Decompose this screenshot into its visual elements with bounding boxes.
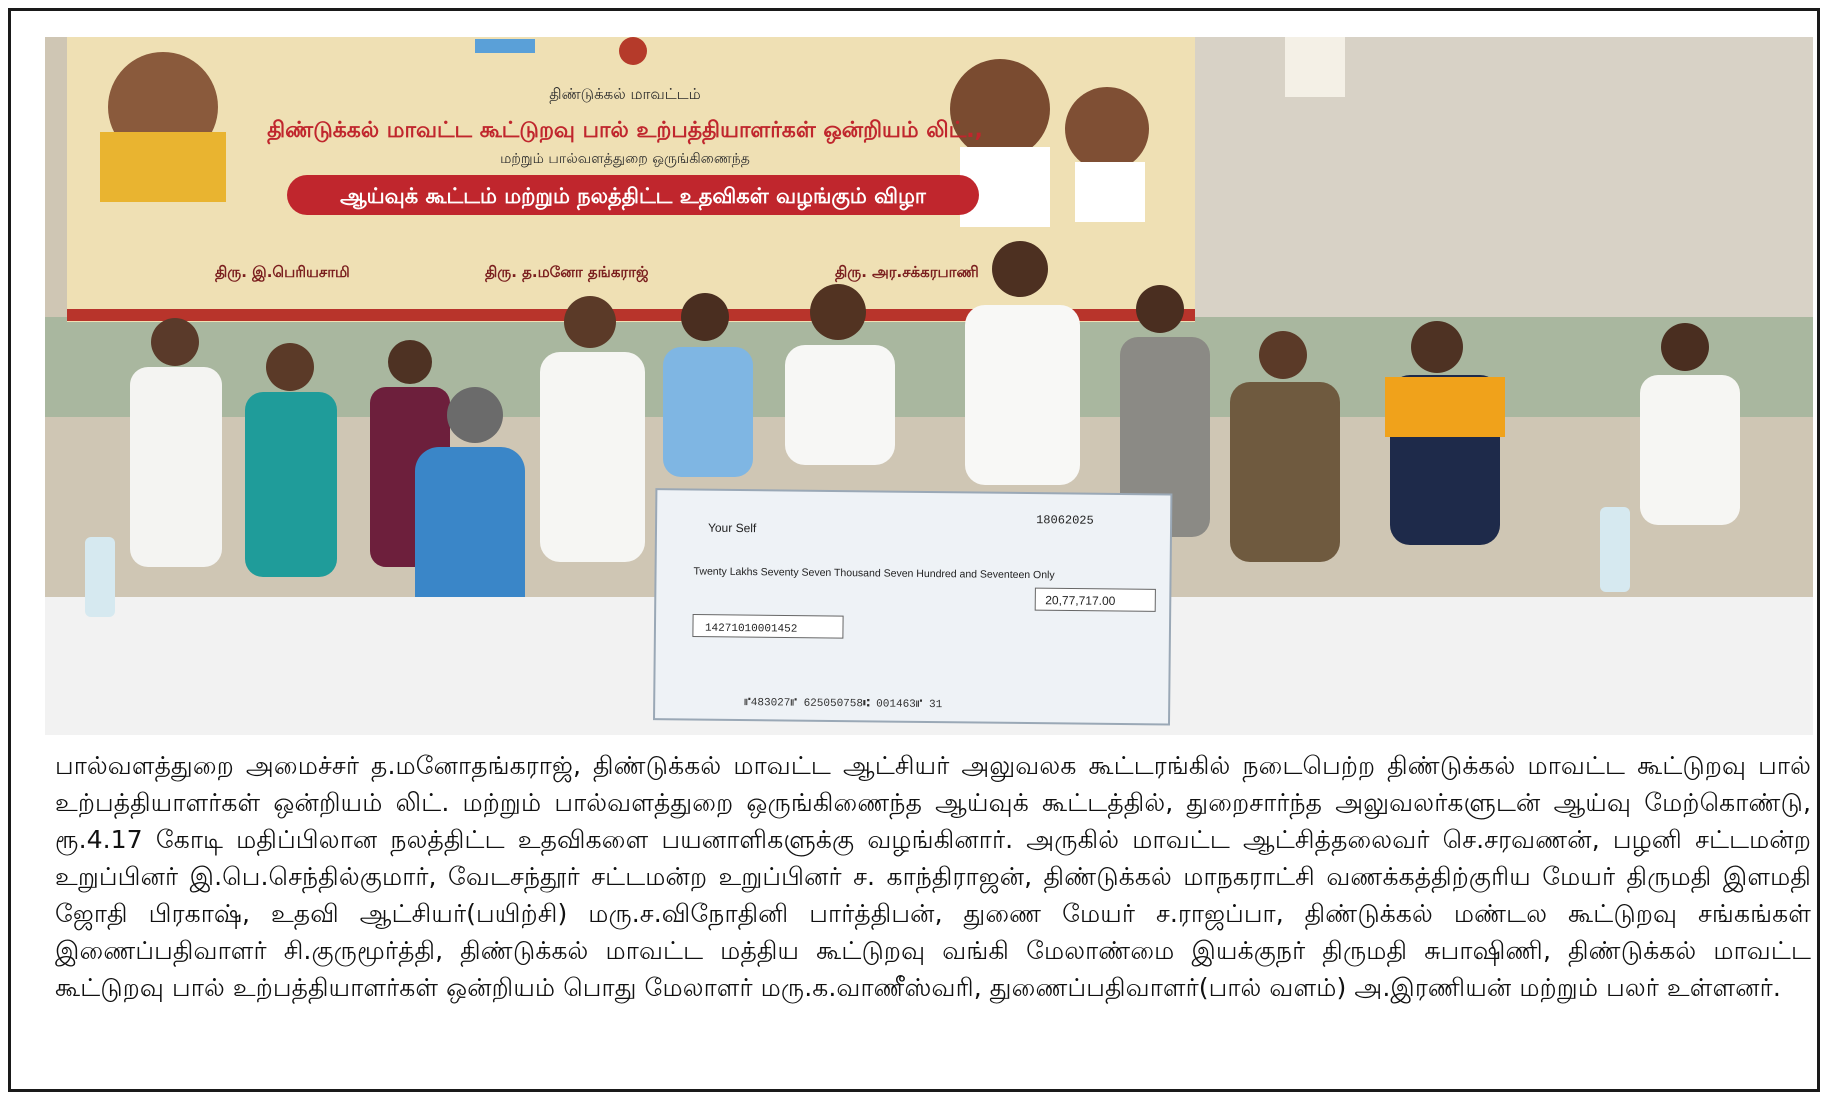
banner-district: திண்டுக்கல் மாவட்டம் — [549, 85, 701, 103]
cheque-micr: ⑈483027⑈ 625050758⑆ 001463⑈ 31 — [744, 697, 943, 712]
news-clipping-frame — [8, 8, 1820, 1092]
banner-sub-line: மற்றும் பால்வளத்துறை ஒருங்கிணைந்த — [500, 151, 750, 167]
cheque-amount-figures: 20,77,717.00 — [1045, 593, 1116, 608]
cheque-account-number: 14271010001452 — [704, 622, 798, 636]
banner-event-title: ஆய்வுக் கூட்டம் மற்றும் நலத்திட்ட உதவிகள் வழங்கும் விழா — [340, 184, 926, 208]
banner-union-line: திண்டுக்கல் மாவட்ட கூட்டுறவு பால் உற்பத்தியாளர்கள் ஒன்றியம் லிட்., — [267, 118, 983, 143]
banner-minister-center: திரு. த.மனோ தங்கராஜ் — [485, 263, 649, 281]
logo-govt-emblem — [619, 37, 647, 65]
cheque-pay-to: Your Self — [707, 520, 757, 536]
event-photo — [45, 37, 1813, 735]
photo-caption: பால்வளத்துறை அமைச்சர் த.மனோதங்கராஜ், திண்டுக்கல் மாவட்ட ஆட்சியர் அலுவலக கூட்டரங்கில் நடைபெற்ற திண்டுக்கல் மாவட்ட கூட்டுறவு பால் உற்பத்தியாளர்கள் ஒன்றியம் லிட். மற்றும் பால்வளத்துறை ஒருங்கிணைந்த ஆய்வுக் கூட்டத்தில், துறைசார்ந்த அலுவலர்களுடன் ஆய்வு மேற்கொண்டு, ரூ.4.17 கோடி மதிப்பிலான நலத்திட்ட உதவிகளை பயனாளிகளுக்கு வழங்கினார். அருகில் மாவட்ட ஆட்சித்தலைவர் செ.சரவணன், பழனி சட்டமன்ற உறுப்பினர் இ.பெ.செந்தில்குமார், வேடசந்தூர் சட்டமன்ற உறுப்பினர் ச. காந்திராஜன், திண்டுக்கல் மாநகராட்சி வணக்கத்திற்குரிய மேயர் திருமதி இளமதி ஜோதி பிரகாஷ், உதவி ஆட்சியர்(பயிற்சி) மரு.ச.விநோதினி பார்த்திபன், துணை மேயர் ச.ராஜப்பா, திண்டுக்கல் மண்டல கூட்டுறவு சங்கங்கள் இணைப்பதிவாளர் சி.குருமூர்த்தி, திண்டுக்கல் மாவட்ட மத்திய கூட்டுறவு வங்கி மேலாண்மை இயக்குநர் திருமதி சுபாஷிணி, திண்டுக்கல் மாவட்ட கூட்டுறவு பால் உற்பத்தியாளர்கள் ஒன்றியம் பொது மேலாளர் மரு.க.வாணீஸ்வரி, துணைப்பதிவாளர்(பால் வளம்) அ.இரணியன் மற்றும் பலர் உள்ளனர். — [55, 751, 1811, 1002]
logo-aavin — [475, 39, 535, 53]
ceiling-light — [1285, 37, 1345, 97]
cheque-board — [654, 489, 1171, 724]
cheque-date: 18062025 — [1036, 513, 1094, 528]
event-photo-illustration — [45, 37, 1813, 735]
banner-minister-right: திரு. அர.சக்கரபாணி — [835, 263, 979, 281]
water-bottle — [85, 537, 115, 617]
portrait-right — [1065, 87, 1149, 171]
water-bottle — [1600, 507, 1630, 592]
cheque-amount-words: Twenty Lakhs Seventy Seven Thousand Seven Hundred and Seventeen Only — [693, 565, 1055, 582]
banner-minister-left: திரு. இ.பெரியசாமி — [215, 263, 350, 281]
portrait-center — [950, 59, 1050, 159]
